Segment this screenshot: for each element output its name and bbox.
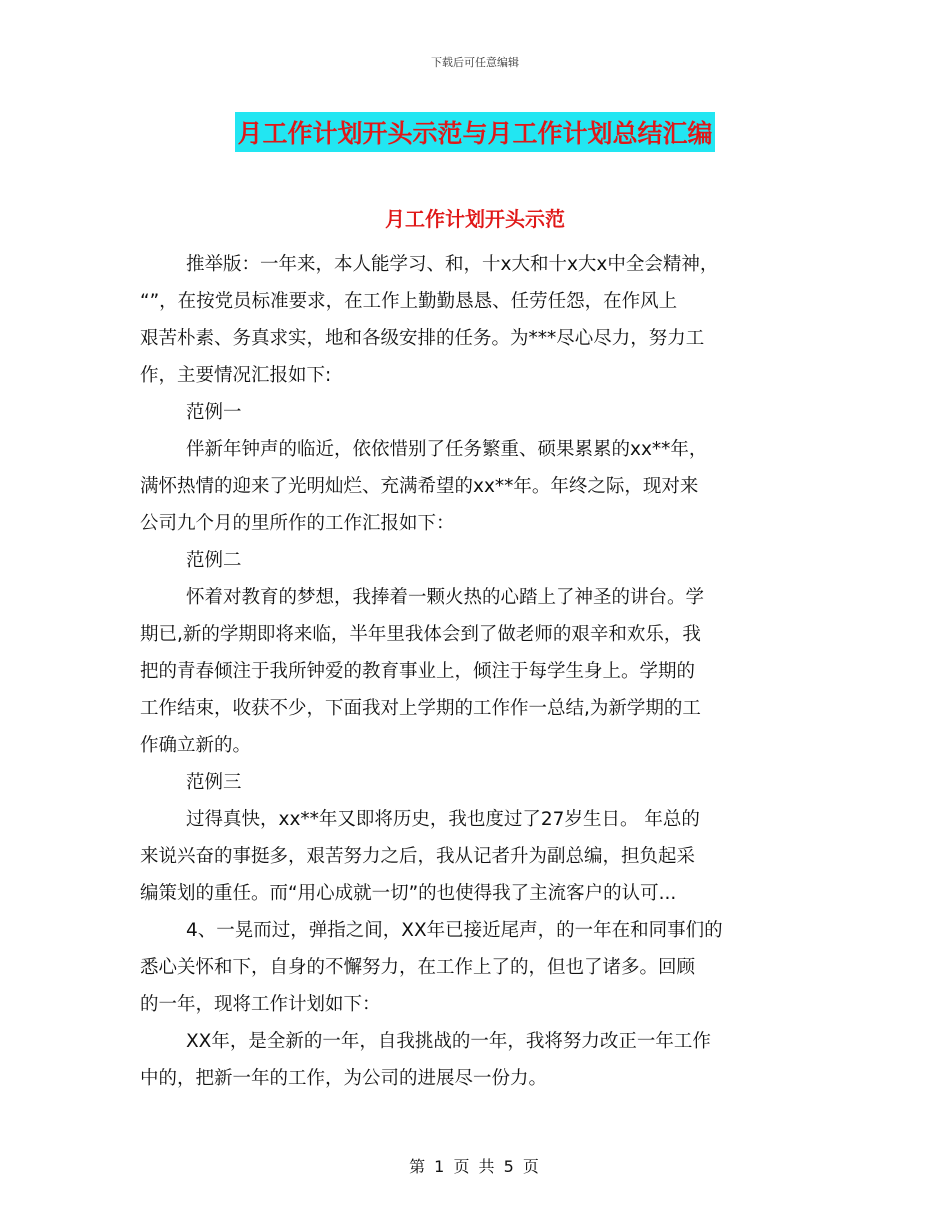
body-line: 把的青春倾注于我所钟爱的教育事业上，倾注于每学生身上。学期的 — [140, 661, 696, 682]
document-body — [140, 246, 820, 1097]
body-line: 艰苦朴素、务真求实，地和各级安排的任务。为***尽心尽力，努力工 — [140, 328, 705, 349]
body-line: 悉心关怀和下，自身的不懈努力，在工作上了的，但也了诸多。回顾 — [140, 957, 696, 978]
body-line: 范例一 — [186, 402, 242, 423]
body-line: 伴新年钟声的临近，依依惜别了任务繁重、硕果累累的xx**年， — [186, 439, 708, 460]
body-line: 期已,新的学期即将来临，半年里我体会到了做老师的艰辛和欢乐，我 — [140, 624, 701, 645]
body-line: 作，主要情况汇报如下: — [140, 365, 332, 386]
body-line: “”，在按党员标准要求，在工作上勤勤恳恳、任劳任怨，在作风上 — [140, 291, 678, 312]
body-line: 范例二 — [186, 550, 242, 571]
body-line: 中的，把新一年的工作，为公司的进展尽一份力。 — [140, 1068, 548, 1089]
body-line: 编策划的重任。而“用心成就一切”的也使得我了主流客户的认可... — [140, 883, 677, 904]
body-line: 过得真快，xx**年又即将历史，我也度过了27岁生日。 年总的 — [186, 809, 700, 830]
body-line: 满怀热情的迎来了光明灿烂、充满希望的xx**年。年终之际，现对来 — [140, 476, 699, 497]
body-line: 来说兴奋的事挺多，艰苦努力之后，我从记者升为副总编，担负起采 — [140, 846, 696, 867]
body-line: 怀着对教育的梦想，我捧着一颗火热的心踏上了神圣的讲台。学 — [186, 587, 705, 608]
body-line: XX年，是全新的一年，自我挑战的一年，我将努力改正一年工作 — [186, 1031, 711, 1052]
body-line: 范例三 — [186, 772, 242, 793]
document-main-title: 月工作计划开头示范与月工作计划总结汇编 — [235, 112, 714, 152]
body-line: 推举版：一年来，本人能学习、和，十x大和十x大x中全会精神， — [186, 254, 719, 275]
body-line: 的一年，现将工作计划如下： — [140, 994, 381, 1015]
body-line: 工作结束，收获不少，下面我对上学期的工作作一总结,为新学期的工 — [140, 698, 701, 719]
section-title: 月工作计划开头示范 — [385, 207, 565, 231]
page-header-note: 下载后可任意编辑 — [431, 56, 519, 69]
body-line: 4、一晃而过，弹指之间，XX年已接近尾声，的一年在和同事们的 — [186, 920, 723, 941]
body-line: 作确立新的。 — [140, 735, 252, 756]
body-line: 公司九个月的里所作的工作汇报如下： — [140, 513, 455, 534]
page-footer: 第 1 页 共 5 页 — [409, 1157, 541, 1176]
main-title-wrapper — [0, 112, 950, 152]
